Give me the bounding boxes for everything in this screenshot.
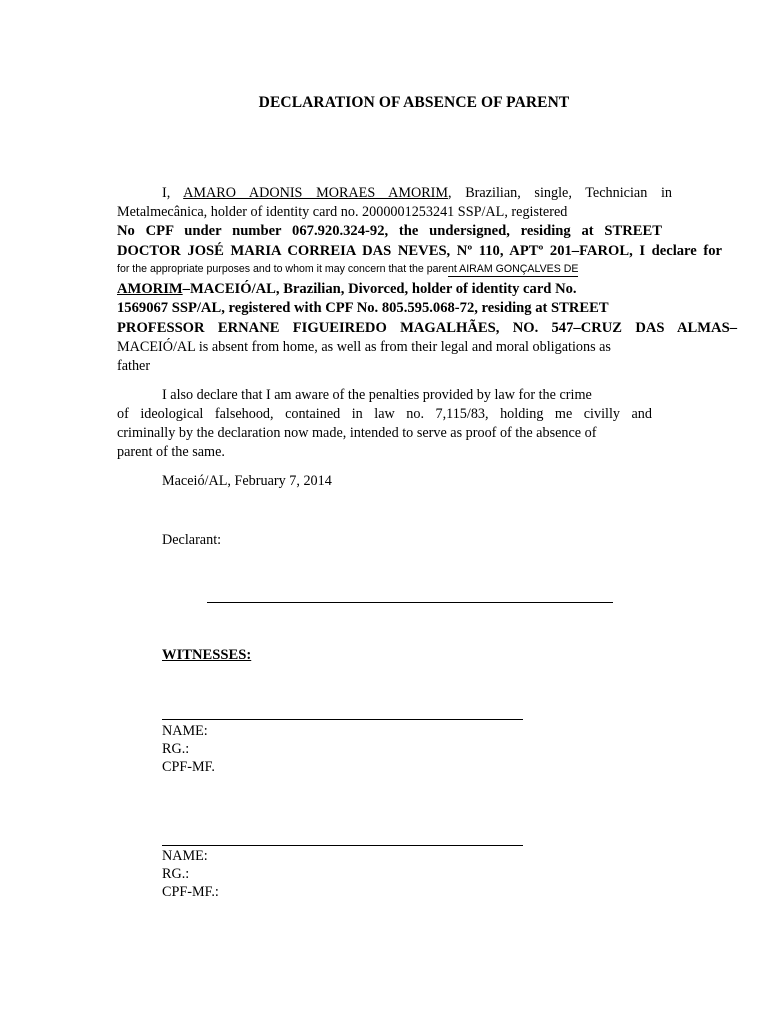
paragraph-1-line-9: MACEIÓ/AL is absent from home, as well as from their legal and moral obligations as xyxy=(117,339,611,355)
declarant-intro: I, xyxy=(162,185,184,201)
declaration-date: Maceió/AL, February 7, 2014 xyxy=(162,473,332,489)
declarant-description: , Brazilian, single, Technician in xyxy=(448,185,672,201)
paragraph-2-line-3: criminally by the declaration now made, intended to serve as proof of the absence of xyxy=(117,425,597,441)
witness-1-rg-label: RG.: xyxy=(162,741,190,757)
witness-2-rg-label: RG.: xyxy=(162,866,190,882)
parent-name-start: nt AIRAM GONÇALVES DE xyxy=(447,263,579,275)
purpose-text: for the appropriate purposes and to whom it may concern that the pare xyxy=(117,263,448,275)
witness-1-cpf-label: CPF-MF. xyxy=(162,759,215,775)
paragraph-1-line-10: father xyxy=(117,358,151,374)
witness-1-name-label: NAME: xyxy=(162,723,208,739)
parent-surname: AMORIM xyxy=(117,281,183,297)
paragraph-1-line-4: DOCTOR JOSÉ MARIA CORREIA DAS NEVES, Nº 110, APTº 201–FAROL, I declare for xyxy=(117,243,722,259)
paragraph-2-line-2: of ideological falsehood, contained in law no. 7,115/83, holding me civilly and xyxy=(117,406,652,422)
paragraph-2-line-4: parent of the same. xyxy=(117,444,225,460)
paragraph-1-line-8: PROFESSOR ERNANE FIGUEIREDO MAGALHÃES, NO. 547–CRUZ DAS ALMAS– xyxy=(117,320,737,336)
witness-2-cpf-label: CPF-MF.: xyxy=(162,884,219,900)
paragraph-1-line-1 xyxy=(162,184,672,202)
declarant-label: Declarant: xyxy=(162,532,222,548)
witness-2-signature-line xyxy=(162,845,523,846)
paragraph-1-line-7: 1569067 SSP/AL, registered with CPF No. 805.595.068-72, residing at STREET xyxy=(117,300,609,316)
paragraph-1-line-2: Metalmecânica, holder of identity card no. 2000001253241 SSP/AL, registered xyxy=(117,204,568,220)
paragraph-1-line-5 xyxy=(117,260,578,278)
paragraph-1-line-6 xyxy=(117,280,577,298)
paragraph-2-line-1: I also declare that I am aware of the penalties provided by law for the crime xyxy=(162,387,592,403)
parent-description: –MACEIÓ/AL, Brazilian, Divorced, holder of identity card No. xyxy=(182,281,577,297)
declarant-signature-line xyxy=(207,602,613,603)
witness-2-name-label: NAME: xyxy=(162,848,208,864)
document-title: DECLARATION OF ABSENCE OF PARENT xyxy=(258,94,570,111)
witnesses-label: WITNESSES: xyxy=(162,647,252,663)
declarant-name: AMARO ADONIS MORAES AMORIM xyxy=(183,185,449,201)
witness-1-signature-line xyxy=(162,719,523,720)
paragraph-1-line-3: No CPF under number 067.920.324-92, the undersigned, residing at STREET xyxy=(117,223,662,239)
